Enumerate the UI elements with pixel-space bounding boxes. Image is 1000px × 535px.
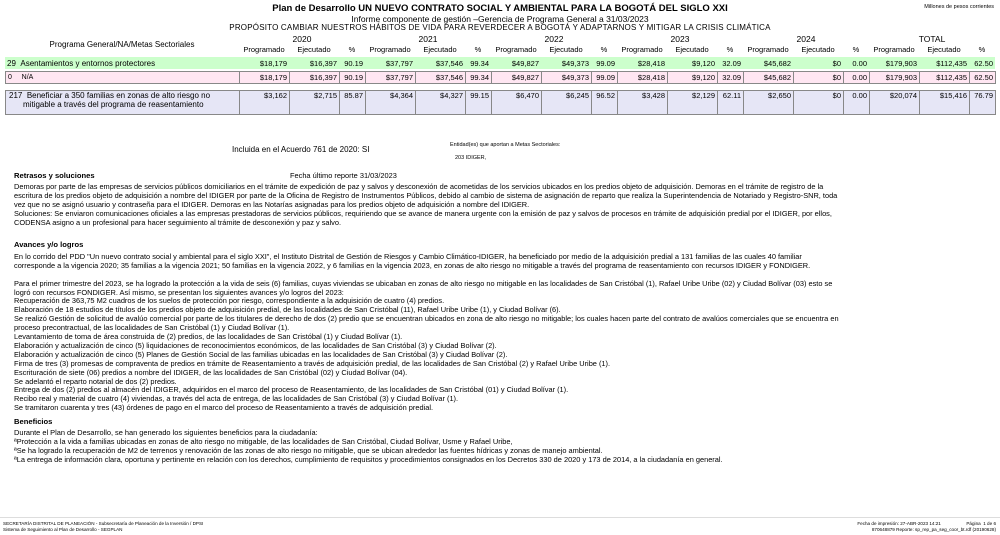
value-cell: $2,129 xyxy=(668,91,718,115)
value-cell: $3,428 xyxy=(618,91,668,115)
text-line: Se realizó Gestión de solicitud de avalúo comercial por parte de los titulares de derecho de dos (2) predio que se encuentran ubicados en zona de alto riesgo no mitigable; los cuales hacen parte del contrato de avalúos comerciales que se encuentra en xyxy=(14,314,839,324)
text-line: proceso precontractual, de las localidades de San Cristóbal (1) y Ciudad Bolívar (1). xyxy=(14,323,290,333)
subcolumn-header: Ejecutado xyxy=(793,44,843,54)
text-line: Elaboración y actualización de cinco (5) Planes de Gestión Social de las familias ubicadas en las localidades de San Cristóbal (3) y Ciudad Bolívar (2). xyxy=(14,349,508,359)
value-cell: 62.50 xyxy=(969,57,995,69)
value-cell: 99.09 xyxy=(592,72,618,84)
value-cell: $45,682 xyxy=(744,72,794,84)
avances-title: Avances y/o logros xyxy=(14,240,84,249)
na-row xyxy=(5,71,996,84)
value-cell: 85.87 xyxy=(340,91,366,115)
text-line: Elaboración de 18 estudios de títulos de los predios objeto de adquisición predial, de las localidades de San Cristóbal (11), Rafael Uribe Uribe (1), y Ciudad Bolívar (6). xyxy=(14,305,561,315)
year-header: 2020 xyxy=(239,34,365,44)
subcolumn-header: Ejecutado xyxy=(667,44,717,54)
entity-name: 203 IDIGER, xyxy=(455,155,487,161)
footer-left: SECRETARÍA DISTRITAL DE PLANEACIÓN - Subsecretaría de Planeación de la Inversión / DPSI Sistema de Seguimiento al Plan de Desarrollo - SEGPLAN xyxy=(3,521,204,532)
value-cell: 62.11 xyxy=(718,91,744,115)
text-line: Se adelantó el reparto notarial de dos (2) predios. xyxy=(14,376,177,386)
value-cell: $0 xyxy=(793,57,843,69)
value-cell: $37,546 xyxy=(415,57,465,69)
value-cell: 90.19 xyxy=(340,72,366,84)
value-cell: $6,470 xyxy=(492,91,542,115)
text-line: Recibo real y material de cuatro (4) viviendas, a través del acta de entrega, de las localidades de San Cristóbal (3) y Ciudad Bolívar (1). xyxy=(14,394,459,404)
value-cell: $37,797 xyxy=(366,72,416,84)
units-note: Millones de pesos corrientes xyxy=(924,4,994,10)
text-line: logró con recursos FONDIGER. Así mismo, se presentan los siguientes avances y/o logros del 2023: xyxy=(14,287,344,297)
subcolumn-header: Ejecutado xyxy=(415,44,465,54)
included-note: Incluida en el Acuerdo 761 de 2020: SI xyxy=(232,145,370,154)
report-title: Plan de Desarrollo UN NUEVO CONTRATO SOCIAL Y AMBIENTAL PARA LA BOGOTÁ DEL SIGLO XXI xyxy=(272,3,728,14)
subcolumn-header: % xyxy=(969,44,995,54)
text-line: Escrituración de siete (06) predios a nombre del IDIGER, de las localidades de San Cristóbal (02) y Ciudad Bolívar (04). xyxy=(14,367,408,377)
subcolumn-header: % xyxy=(339,44,365,54)
value-cell: $18,179 xyxy=(240,72,290,84)
text-line: ªLa entrega de información clara, oportuna y pertinente en relación con los derechos, cumplimiento de requisitos y procedimientos consignados en los Decretos 330 de 2020 y 173 de 2014, a la ciudadanía en general. xyxy=(14,454,723,464)
value-cell: 0.00 xyxy=(844,91,870,115)
program-row xyxy=(5,57,995,69)
text-line: CODENSA asigno a un profesional para hacer seguimiento al trámite de desconexión y paz y salvo. xyxy=(14,217,342,227)
text-line: ªSe ha logrado la recuperación de M2 de terrenos y renovación de las zonas de alto riesgo no mitigable, que se ubican alrededor las fuentes hídricas y zonas de manejo ambiental. xyxy=(14,445,603,455)
value-cell: $49,827 xyxy=(491,57,541,69)
text-line: corresponde a la vigencia 2020; 35 familias a la vigencia 2021; 50 familias en la vigencia 2022, y 6 familias en la vigencia 2023, en zonas de alto riesgo no mitigable a través del programa de reasentamiento con recursos IDIGER y FONDIGER. xyxy=(14,260,811,270)
subcolumn-header: Ejecutado xyxy=(289,44,339,54)
text-line: Para el primer trimestre del 2023, se ha logrado la protección a la vida de seis (6) familias, cuyas viviendas se ubicaban en zonas de alto riesgo no mitigable en las localidades de San Cristóbal (1), Rafael Uribe Uribe (02) y Ciudad Bolívar (03) esto se xyxy=(14,278,833,288)
subcolumn-header: Programado xyxy=(869,44,919,54)
subcolumn-header: % xyxy=(843,44,869,54)
value-cell: $9,120 xyxy=(668,72,718,84)
text-line: Recuperación de 363,75 M2 cuadros de los suelos de protección por riesgo, correspondiente a la adquisición de cuatro (4) predios. xyxy=(14,296,445,306)
text-line: Demoras por parte de las empresas de servicios públicos domiciliarios en el trámite de expedición de paz y salvos y desconexión de acometidas de los servicios ubicados en los predios objeto de adquisición. Demoras en el trámite de registro de la xyxy=(14,182,824,191)
value-cell: $179,903 xyxy=(869,57,919,69)
value-cell: $49,827 xyxy=(492,72,542,84)
value-cell: $0 xyxy=(794,72,844,84)
subcolumn-header: Programado xyxy=(743,44,793,54)
value-cell: $16,397 xyxy=(289,57,339,69)
subcolumn-header: Ejecutado xyxy=(919,44,969,54)
meta-label: 217 Beneficiar a 350 familias en zonas de alto riesgo no mitigable a través del programa de reasentamiento xyxy=(6,91,240,115)
text-line: Se tramitaron cuarenta y tres (43) órdenes de pago en el marco del proceso de Reasentamiento a través de adquisición predial. xyxy=(14,403,434,413)
value-cell: 90.19 xyxy=(339,57,365,69)
value-cell: $179,903 xyxy=(870,72,920,84)
value-cell: $18,179 xyxy=(239,57,289,69)
text-line: Soluciones: Se enviaron comunicaciones oficiales a las empresas prestadoras de servicios públicos, requiriendo que se avance de manera urgente con la emisión de paz y salvos de procesos en trámite de adquisición predial por el IDIGER, por ellos, xyxy=(14,208,832,218)
year-header: 2023 xyxy=(617,34,743,44)
value-cell: $6,245 xyxy=(542,91,592,115)
program-name: 29 Asentamientos y entornos protectores xyxy=(5,57,239,69)
value-cell: 99.09 xyxy=(591,57,617,69)
subcolumn-header: Programado xyxy=(239,44,289,54)
text-line: Durante el Plan de Desarrollo, se han generado los siguientes beneficios para la ciudadanía: xyxy=(14,427,318,437)
subcolumn-header: % xyxy=(717,44,743,54)
subcolumn-header: Programado xyxy=(365,44,415,54)
footer-divider xyxy=(0,517,1000,518)
text-line: En lo corrido del PDD "Un nuevo contrato social y ambiental para el siglo XXI", el Instituto Distrital de Gestión de Riesgos y Cambio Climático-IDIGER, ha beneficiado por medio de la adquisición predial a 131 familias de las cuales 40 familiar xyxy=(14,251,802,261)
value-cell: 99.34 xyxy=(466,72,492,84)
text-line: Elaboración y actualización de cinco (5) liquidaciones de reconocimientos económicos, de las localidades de San Cristóbal (3) y Ciudad Bolívar (2). xyxy=(14,340,497,350)
value-cell: $37,546 xyxy=(416,72,466,84)
value-cell: $28,418 xyxy=(618,72,668,84)
value-cell: $112,435 xyxy=(919,57,969,69)
budget-table-header xyxy=(5,34,995,54)
meta-row xyxy=(5,90,996,115)
report-date: Fecha último reporte 31/03/2023 xyxy=(290,171,397,180)
value-cell: 62.50 xyxy=(970,72,996,84)
retrasos-title: Retrasos y soluciones xyxy=(14,171,95,180)
value-cell: 96.52 xyxy=(592,91,618,115)
subcolumn-header: Programado xyxy=(491,44,541,54)
text-line: ªProtección a la vida a familias ubicadas en zonas de alto riesgo no mitigable, de las localidades de San Cristóbal, Ciudad Bolívar, Usme y Rafael Uribe, xyxy=(14,436,513,446)
year-header: 2021 xyxy=(365,34,491,44)
value-cell: $4,327 xyxy=(416,91,466,115)
value-cell: $49,373 xyxy=(542,72,592,84)
value-cell: 32.09 xyxy=(717,57,743,69)
value-cell: $9,120 xyxy=(667,57,717,69)
value-cell: 32.09 xyxy=(718,72,744,84)
report-purpose: PROPÓSITO CAMBIAR NUESTROS HÁBITOS DE VIDA PARA REVERDECER A BOGOTÁ Y ADAPTARNOS Y MITIGAR LA CRISIS CLIMÁTICA xyxy=(229,23,771,32)
value-cell: 0.00 xyxy=(843,57,869,69)
text-line: Levantamiento de toma de área construida de (2) predios, de las localidades de San Cristóbal (1) y Ciudad Bolívar (1). xyxy=(14,332,403,342)
value-cell: $49,373 xyxy=(541,57,591,69)
value-cell: $2,650 xyxy=(744,91,794,115)
beneficios-section xyxy=(14,418,990,465)
text-line: Firma de tres (3) promesas de compraventa de predios en trámite de Reasentamiento a través de adquisición predial, de las localidades de San Cristóbal (2) y Rafael Uribe Uribe (1). xyxy=(14,358,611,368)
na-label: 0 N/A xyxy=(6,72,240,84)
value-cell: $20,074 xyxy=(870,91,920,115)
footer-right: Fecha de impresión: 27-ABR-2023 14:21 Página 1 de 6 870648879 Reporte: sp_rep_pa_seg_coor_bt.rdf (20190628) xyxy=(857,521,996,532)
value-cell: 99.34 xyxy=(465,57,491,69)
year-header: TOTAL xyxy=(869,34,995,44)
text-line: escritura de los predios objeto de adquisición a nombre del IDIGER por parte de la Oficina de Registro de Instrumentos Públicos, debido al cambio de sistema de asignación de reparto que realiza la Superintendencia de Notariado y Registro-SNR, toda xyxy=(14,190,838,200)
value-cell: $4,364 xyxy=(366,91,416,115)
value-cell: 99.15 xyxy=(466,91,492,115)
value-cell: $112,435 xyxy=(920,72,970,84)
avances-section xyxy=(14,241,990,413)
program-column-header: Programa General/NA/Metas Sectoriales xyxy=(5,34,239,54)
value-cell: $45,682 xyxy=(743,57,793,69)
beneficios-title: Beneficios xyxy=(14,417,53,426)
value-cell: $0 xyxy=(794,91,844,115)
text-line: vez que no se asignó usuario y contraseña para el IDIGER. Demoras en las Notarías asignadas para los predios objeto de adquisición a nombre del IDIGER. xyxy=(14,199,530,209)
retrasos-section xyxy=(14,172,990,228)
value-cell: $28,418 xyxy=(617,57,667,69)
value-cell: 76.79 xyxy=(970,91,996,115)
value-cell: $3,162 xyxy=(240,91,290,115)
value-cell: $16,397 xyxy=(290,72,340,84)
subcolumn-header: Ejecutado xyxy=(541,44,591,54)
entities-label: Entidad(es) que aportan a Metas Sectoriales: xyxy=(450,142,561,148)
subcolumn-header: % xyxy=(465,44,491,54)
value-cell: 0.00 xyxy=(844,72,870,84)
value-cell: $2,715 xyxy=(290,91,340,115)
subcolumn-header: % xyxy=(591,44,617,54)
subcolumn-header: Programado xyxy=(617,44,667,54)
text-line: Entrega de dos (2) predios al almacén del IDIGER, adquiridos en el marco del proceso de Reasentamiento, de las localidades de San Cristóbal (01) y Ciudad Bolívar (1). xyxy=(14,385,569,395)
year-header: 2022 xyxy=(491,34,617,44)
year-header: 2024 xyxy=(743,34,869,44)
value-cell: $15,416 xyxy=(920,91,970,115)
report-subtitle: Informe componente de gestión –Gerencia de Programa General a 31/03/2023 xyxy=(351,14,649,24)
value-cell: $37,797 xyxy=(365,57,415,69)
